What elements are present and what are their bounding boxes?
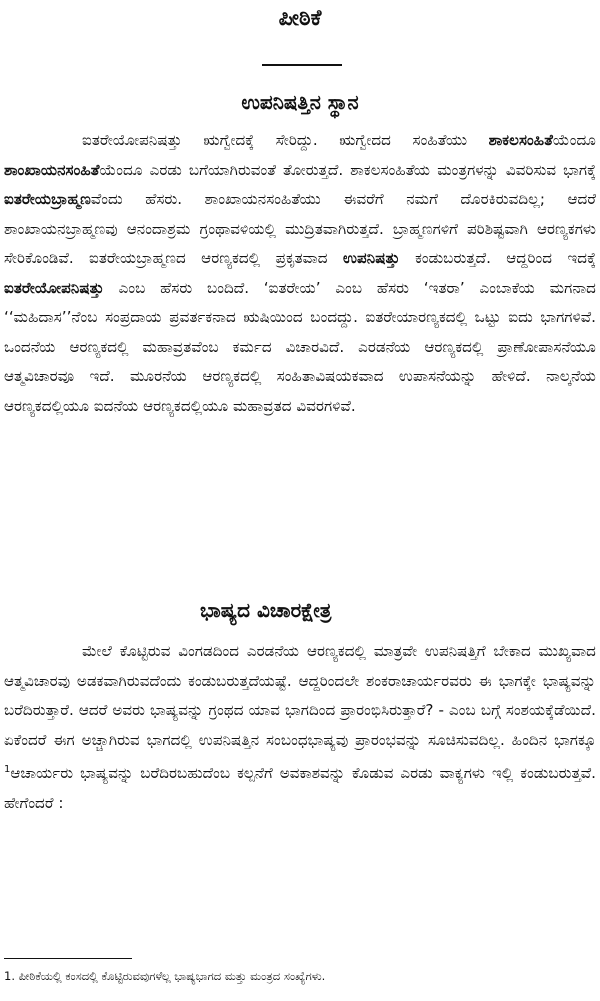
bold-term: ಶಾಂಖಾಯನಸಂಹಿತೆ (4, 160, 100, 179)
text-run: ಐತರೇಯೋಪನಿಷತ್ತು ಋಗ್ವೇದಕ್ಕೆ ಸೇರಿದ್ದು. ಋಗ್ವೇದದ ಸಂಹಿತೆಯು (82, 131, 489, 149)
section-heading-upanishad-place: ಉಪನಿಷತ್ತಿನ ಸ್ಥಾನ (241, 90, 359, 114)
footnote-divider (4, 958, 132, 959)
text-run: ಯೆಂದೂ (552, 131, 596, 149)
text-run: ವೆಂದು ಹೆಸರು. ಶಾಂಖಾಯನಸಂಹಿತೆಯು ಈವರೆಗೆ ನಮಗೆ ದೊರಕಿರುವದಿಲ್ಲ; ಆದರೆ ಶಾಂಖಾಯನಬ್ರಾಹ್ಮಣವು ಆನಂದಾಶ್ರಮ ಗ್ರಂಥಾವಳಿಯಲ್ಲಿ ಮುದ್ರಿತವಾಗಿರುತ್ತದೆ. ಬ್ರಾಹ್ಮಣಗಳಿಗೆ ಪರಿಶಿಷ್ಟವಾಗಿ ಆರಣ್ಯಕಗಳು ಸೇರಿಕೊಂಡಿವೆ. ಐತರೇಯಬ್ರಾಹ್ಮಣದ ಆರಣ್ಯಕದಲ್ಲಿ ಪ್ರಕೃತವಾದ (4, 190, 596, 267)
text-run: ಕಂಡುಬರುತ್ತದೆ. ಆದ್ದರಿಂದ ಇದಕ್ಕೆ (399, 249, 596, 267)
section-paragraph (4, 637, 596, 818)
section-heading-commentary-scope: ಭಾಷ್ಯದ ವಿಚಾರಕ್ಷೇತ್ರ (200, 598, 332, 622)
text-run: ಮೇಲೆ ಕೊಟ್ಟಿರುವ ವಿಂಗಡದಿಂದ ಎರಡನೆಯ ಆರಣ್ಯಕದಲ್ಲಿ ಮಾತ್ರವೇ ಉಪನಿಷತ್ತಿಗೆ ಬೇಕಾದ ಮುಖ್ಯವಾದ ಆತ್ಮವಿಚಾರವು ಅಡಕವಾಗಿರುವದೆಂದು ಕಂಡುಬರುತ್ತದೆಯಷ್ಟೆ. ಆದ್ದರಿಂದಲೇ ಶಂಕರಾಚಾರ್ಯರವರು ಈ ಭಾಗಕ್ಕೇ ಭಾಷ್ಯವನ್ನು ಬರೆದಿರುತ್ತಾರೆ. ಆದರೆ ಅವರು ಭಾಷ್ಯವನ್ನು ಗ್ರಂಥದ ಯಾವ ಭಾಗದಿಂದ ಪ್ರಾರಂಭಿಸಿರುತ್ತಾರೆ? - ಎಂಬ ಬಗ್ಗೆ ಸಂಶಯಕ್ಕೆಡೆಯಿದೆ. ಏಕೆಂದರೆ ಈಗ ಅಚ್ಚಾಗಿರುವ ಭಾಗದಲ್ಲಿ ಉಪನಿಷತ್ತಿನ ಸಂಬಂಧಭಾಷ್ಯವು ಪ್ರಾರಂಭವನ್ನು ಸೂಚಿಸುವದಿಲ್ಲ. ಹಿಂದಿನ ಭಾಗಕ್ಕೂ (4, 642, 596, 749)
text-run: ಎಂಬ ಹೆಸರು ಬಂದಿದೆ. ‘ಐತರೇಯ’ ಎಂಬ ಹೆಸರು ‘ಇತರಾ’ ಎಂಬಾಕೆಯ ಮಗನಾದ ‘‘ಮಹಿದಾಸ’’ನೆಂಬ ಸಂಪ್ರದಾಯ ಪ್ರವರ್ತಕನಾದ ಋಷಿಯಿಂದ ಬಂದದ್ದು. ಐತರೇಯಾರಣ್ಯಕದಲ್ಲಿ ಒಟ್ಟು ಐದು ಭಾಗಗಳಿವೆ. ಒಂದನೆಯ ಆರಣ್ಯಕದಲ್ಲಿ ಮಹಾವ್ರತವೆಂಬ ಕರ್ಮದ ವಿಚಾರವಿದೆ. ಎರಡನೆಯ ಆರಣ್ಯಕದಲ್ಲಿ ಪ್ರಾಣೋಪಾಸನೆಯೂ ಆತ್ಮವಿಚಾರವೂ ಇದೆ. ಮೂರನೆಯ ಆರಣ್ಯಕದಲ್ಲಿ ಸಂಹಿತಾವಿಷಯಕವಾದ ಉಪಾಸನೆಯನ್ನು ಹೇಳಿದೆ. ನಾಲ್ಕನೆಯ ಆರಣ್ಯಕದಲ್ಲಿಯೂ ಐದನೆಯ ಆರಣ್ಯಕದಲ್ಲಿಯೂ ಮಹಾವ್ರತದ ವಿವರಗಳಿವೆ. (4, 278, 596, 415)
text-run: ಯೆಂದೂ ಎರಡು ಬಗೆಯಾಗಿರುವಂತೆ ತೋರುತ್ತದೆ. ಶಾಕಲಸಂಹಿತೆಯ ಮಂತ್ರಗಳನ್ನು ವಿವರಿಸುವ ಭಾಗಕ್ಕೆ (99, 160, 596, 179)
section-paragraph (4, 126, 596, 421)
footnote-marker: 1 (4, 764, 11, 775)
title-divider (262, 64, 342, 66)
bold-term: ಶಾಕಲಸಂಹಿತೆ (488, 131, 553, 149)
text-run: ಆಚಾರ್ಯರು ಭಾಷ್ಯವನ್ನು ಬರೆದಿರಬಹುದೆಂಬ ಕಲ್ಪನೆಗೆ ಅವಕಾಶವನ್ನು ಕೊಡುವ ಎರಡು ವಾಕ್ಯಗಳು ಇಲ್ಲಿ ಕಂಡುಬರುತ್ತವೆ. ಹೇಗೆಂದರೆ : (4, 764, 596, 812)
bold-term: ಐತರೇಯೋಪನಿಷತ್ತು (4, 278, 104, 297)
bold-term: ಐತರೇಯಬ್ರಾಹ್ಮಣ (4, 190, 91, 208)
footnote: 1. ಪೀಠಿಕೆಯಲ್ಲಿ ಕಂಸದಲ್ಲಿ ಕೊಟ್ಟಿರುವವುಗಳೆಲ್ಲ ಭಾಷ್ಯಭಾಗದ ಮತ್ತು ಮಂತ್ರದ ಸಂಖ್ಯೆಗಳು. (4, 969, 326, 983)
page-title: ಪೀಠಿಕೆ (278, 6, 322, 31)
bold-term: ಉಪನಿಷತ್ತು (342, 249, 400, 267)
